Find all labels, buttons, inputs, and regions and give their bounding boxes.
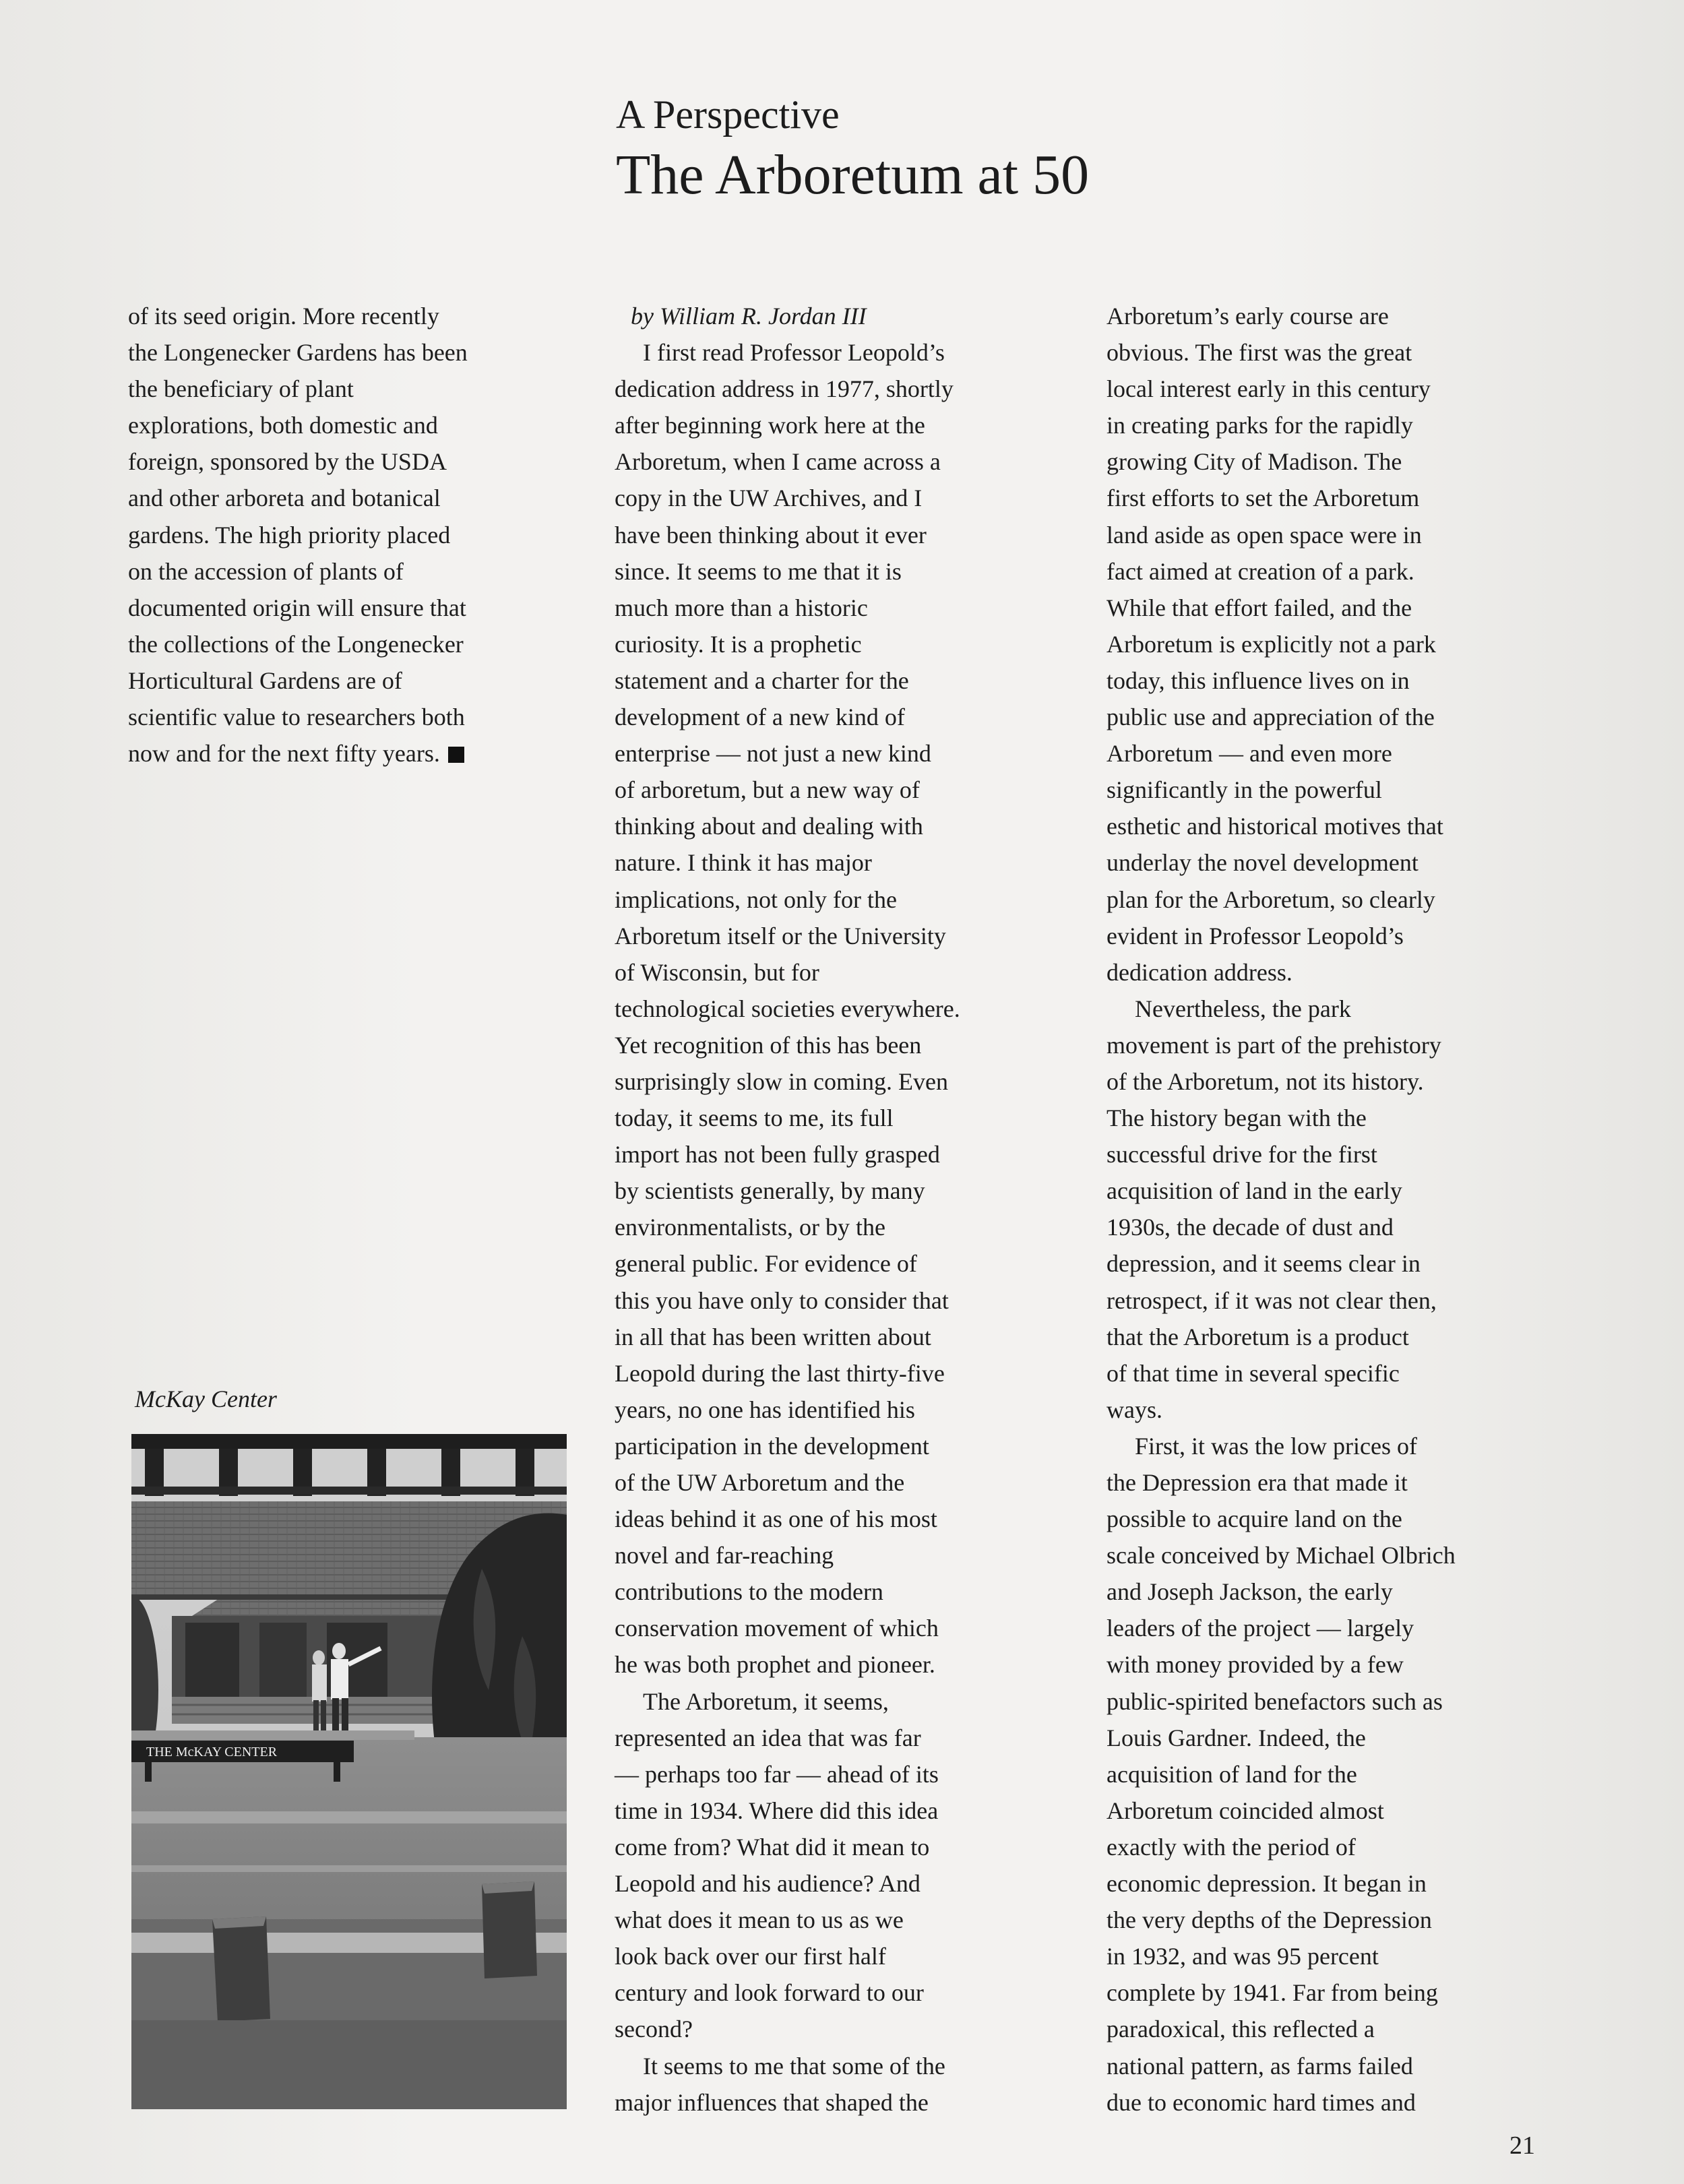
text-line: copy in the UW Archives, and I bbox=[615, 485, 923, 512]
text-line: public-spirited benefactors such as bbox=[1106, 1687, 1443, 1715]
text-line: this you have only to consider that bbox=[615, 1286, 949, 1314]
text-line: first efforts to set the Arboretum bbox=[1106, 485, 1420, 512]
text-line: retrospect, if it was not clear then, bbox=[1106, 1286, 1437, 1314]
text-line: of the UW Arboretum and the bbox=[615, 1469, 905, 1496]
text-line: scale conceived by Michael Olbrich bbox=[1106, 1542, 1456, 1569]
text-line: and other arboreta and botanical bbox=[128, 485, 441, 512]
text-line: Arboretum, when I came across a bbox=[615, 448, 941, 476]
text-line: exactly with the period of bbox=[1106, 1833, 1356, 1861]
text-line: statement and a charter for the bbox=[615, 666, 909, 694]
text-line: foreign, sponsored by the USDA bbox=[128, 448, 447, 476]
text-line: The history began with the bbox=[1106, 1104, 1367, 1132]
text-line: the collections of the Longenecker bbox=[128, 630, 464, 658]
text-line: environmentalists, or by the bbox=[615, 1214, 885, 1241]
text-line: explorations, both domestic and bbox=[128, 412, 438, 439]
text-line: due to economic hard times and bbox=[1106, 2088, 1416, 2116]
text-line: gardens. The high priority placed bbox=[128, 521, 451, 549]
text-line: thinking about and dealing with bbox=[615, 813, 923, 840]
text-line: local interest early in this century bbox=[1106, 375, 1431, 403]
text-line: land aside as open space were in bbox=[1106, 521, 1422, 549]
text-line: after beginning work here at the bbox=[615, 412, 925, 439]
text-line: While that effort failed, and the bbox=[1106, 594, 1412, 621]
text-line: participation in the development bbox=[615, 1432, 929, 1460]
text-line: years, no one has identified his bbox=[615, 1396, 915, 1423]
text-line: represented an idea that was far bbox=[615, 1724, 921, 1751]
text-line: obvious. The first was the great bbox=[1106, 339, 1412, 367]
text-line: time in 1934. Where did this idea bbox=[615, 1797, 939, 1824]
text-line: by scientists generally, by many bbox=[615, 1177, 925, 1205]
text-line: major influences that shaped the bbox=[615, 2088, 929, 2116]
text-line: development of a new kind of bbox=[615, 704, 905, 731]
text-line: Yet recognition of this has been bbox=[615, 1031, 922, 1059]
article-kicker: A Perspective bbox=[616, 92, 840, 137]
text-column-3 bbox=[1106, 298, 1456, 2121]
text-line: now and for the next fifty years. bbox=[128, 740, 440, 768]
text-column-2 bbox=[615, 298, 960, 2121]
text-line: leaders of the project — largely bbox=[1106, 1615, 1414, 1642]
text-line: contributions to the modern bbox=[615, 1578, 883, 1606]
text-line: nature. I think it has major bbox=[615, 849, 872, 877]
text-line: of that time in several specific bbox=[1106, 1359, 1400, 1387]
text-line: implications, not only for the bbox=[615, 885, 897, 913]
text-line: ideas behind it as one of his most bbox=[615, 1505, 937, 1533]
text-line: what does it mean to us as we bbox=[615, 1906, 904, 1934]
text-line: Louis Gardner. Indeed, the bbox=[1106, 1724, 1366, 1751]
text-line: enterprise — not just a new kind bbox=[615, 740, 931, 768]
text-line: possible to acquire land on the bbox=[1106, 1505, 1402, 1533]
text-line: significantly in the powerful bbox=[1106, 776, 1382, 804]
text-line: public use and appreciation of the bbox=[1106, 704, 1435, 731]
article-title: The Arboretum at 50 bbox=[616, 144, 1090, 206]
text-line: Leopold and his audience? And bbox=[615, 1870, 921, 1898]
text-line: esthetic and historical motives that bbox=[1106, 813, 1443, 840]
text-line: with money provided by a few bbox=[1106, 1651, 1404, 1679]
text-line: Leopold during the last thirty-five bbox=[615, 1359, 945, 1387]
text-line: paradoxical, this reflected a bbox=[1106, 2016, 1375, 2043]
text-line: he was both prophet and pioneer. bbox=[615, 1651, 935, 1679]
text-line: come from? What did it mean to bbox=[615, 1833, 930, 1861]
text-line: in creating parks for the rapidly bbox=[1106, 412, 1413, 439]
text-line: underlay the novel development bbox=[1106, 849, 1418, 877]
text-line: depression, and it seems clear in bbox=[1106, 1250, 1421, 1278]
text-line: second? bbox=[615, 2016, 693, 2043]
text-line: that the Arboretum is a product bbox=[1106, 1323, 1409, 1350]
text-line: and Joseph Jackson, the early bbox=[1106, 1578, 1393, 1606]
text-line: documented origin will ensure that bbox=[128, 594, 466, 621]
end-line bbox=[128, 735, 468, 772]
text-line: have been thinking about it ever bbox=[615, 521, 927, 549]
text-line: curiosity. It is a prophetic bbox=[615, 630, 862, 658]
text-line: acquisition of land in the early bbox=[1106, 1177, 1402, 1205]
text-line: century and look forward to our bbox=[615, 1979, 924, 2007]
end-mark-square bbox=[448, 747, 464, 763]
text-line: today, it seems to me, its full bbox=[615, 1104, 894, 1132]
text-line: the Depression era that made it bbox=[1106, 1469, 1408, 1496]
text-line: Arboretum — and even more bbox=[1106, 740, 1392, 768]
text-line: today, this influence lives on in bbox=[1106, 666, 1410, 694]
text-line: the very depths of the Depression bbox=[1106, 1906, 1432, 1934]
text-line: the beneficiary of plant bbox=[128, 375, 354, 403]
text-line: general public. For evidence of bbox=[615, 1250, 917, 1278]
page-number: 21 bbox=[1509, 2131, 1535, 2160]
text-line: acquisition of land for the bbox=[1106, 1760, 1357, 1788]
text-line: Nevertheless, the park bbox=[1135, 995, 1351, 1022]
text-line: technological societies everywhere. bbox=[615, 995, 960, 1022]
text-line: successful drive for the first bbox=[1106, 1141, 1377, 1168]
text-line: Arboretum itself or the University bbox=[615, 922, 946, 949]
text-line: surprisingly slow in coming. Even bbox=[615, 1067, 948, 1095]
sign-text: THE McKAY CENTER bbox=[146, 1745, 278, 1759]
text-line: growing City of Madison. The bbox=[1106, 448, 1402, 476]
text-line: of arboretum, but a new way of bbox=[615, 776, 920, 804]
text-line: novel and far-reaching bbox=[615, 1542, 834, 1569]
text-line: Arboretum is explicitly not a park bbox=[1106, 630, 1436, 658]
text-line: in all that has been written about bbox=[615, 1323, 931, 1350]
text-line: movement is part of the prehistory bbox=[1106, 1031, 1441, 1059]
text-line: plan for the Arboretum, so clearly bbox=[1106, 885, 1435, 913]
text-line: since. It seems to me that it is bbox=[615, 557, 902, 585]
photo-caption: McKay Center bbox=[135, 1385, 277, 1412]
text-line: evident in Professor Leopold’s bbox=[1106, 922, 1404, 949]
text-line: — perhaps too far — ahead of its bbox=[615, 1760, 939, 1788]
text-line: Horticultural Gardens are of bbox=[128, 666, 402, 694]
text-line: It seems to me that some of the bbox=[643, 2052, 945, 2080]
text-line: on the accession of plants of bbox=[128, 557, 404, 585]
text-line: First, it was the low prices of bbox=[1135, 1432, 1417, 1460]
text-line: in 1932, and was 95 percent bbox=[1106, 1943, 1379, 1970]
text-line: complete by 1941. Far from being bbox=[1106, 1979, 1438, 2007]
text-line: look back over our first half bbox=[615, 1943, 886, 1970]
text-line: dedication address. bbox=[1106, 958, 1292, 986]
text-line: scientific value to researchers both bbox=[128, 704, 465, 731]
text-line: of Wisconsin, but for bbox=[615, 958, 819, 986]
text-column-1 bbox=[128, 298, 468, 772]
text-line: 1930s, the decade of dust and bbox=[1106, 1214, 1394, 1241]
text-line: fact aimed at creation of a park. bbox=[1106, 557, 1414, 585]
mckay-center-photo bbox=[131, 1434, 567, 2109]
text-line: dedication address in 1977, shortly bbox=[615, 375, 954, 403]
byline: by William R. Jordan III bbox=[631, 303, 867, 330]
text-line: economic depression. It began in bbox=[1106, 1870, 1427, 1898]
text-line: Arboretum’s early course are bbox=[1106, 303, 1389, 330]
text-line: of its seed origin. More recently bbox=[128, 303, 439, 330]
text-line: national pattern, as farms failed bbox=[1106, 2052, 1413, 2080]
text-line: of the Arboretum, not its history. bbox=[1106, 1067, 1424, 1095]
text-line: much more than a historic bbox=[615, 594, 868, 621]
text-line: the Longenecker Gardens has been bbox=[128, 339, 468, 367]
text-line: import has not been fully grasped bbox=[615, 1141, 940, 1168]
text-line: ways. bbox=[1106, 1396, 1162, 1423]
text-line: conservation movement of which bbox=[615, 1615, 939, 1642]
text-line: The Arboretum, it seems, bbox=[643, 1687, 889, 1715]
text-line: I first read Professor Leopold’s bbox=[643, 339, 945, 367]
text-line: Arboretum coincided almost bbox=[1106, 1797, 1384, 1824]
